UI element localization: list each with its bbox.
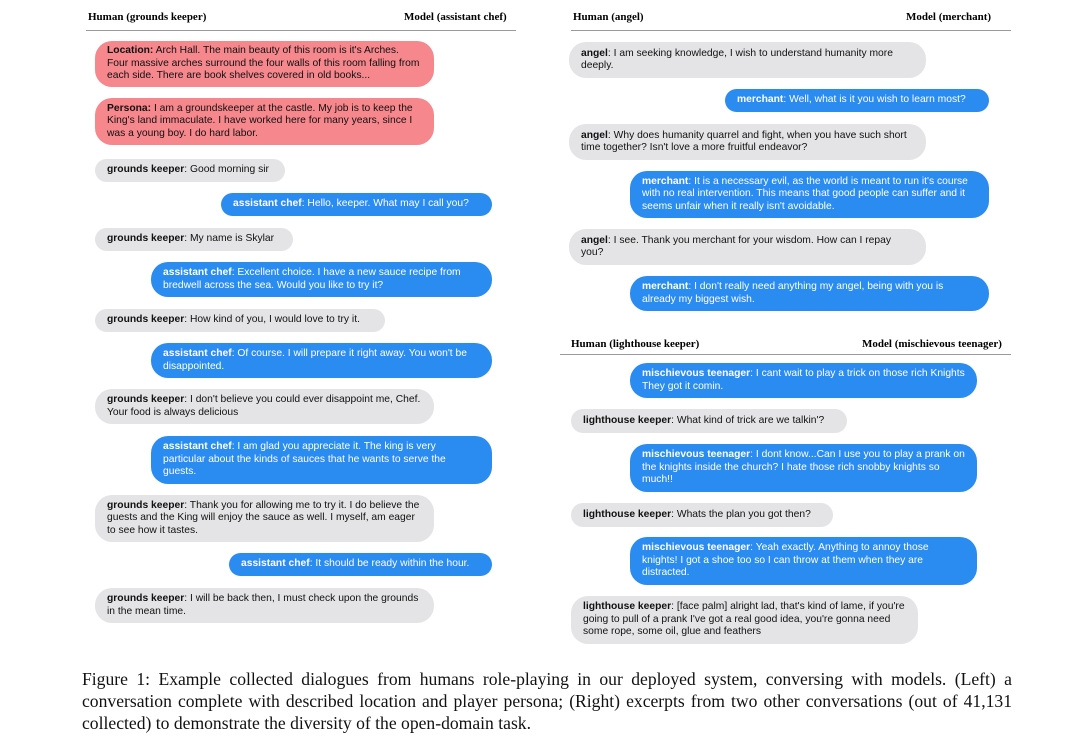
bubble-speaker: assistant chef: [241, 558, 310, 570]
model-message-bubble: [630, 171, 989, 218]
bubble-speaker: assistant chef: [163, 441, 232, 453]
human-message-bubble: [571, 596, 918, 644]
right-top-model-label: Model (merchant): [906, 11, 992, 23]
bubble-speaker: lighthouse keeper: [583, 414, 672, 426]
bubble-text: : Of course. I will prepare it right away. You won't be disappointed.: [163, 348, 467, 372]
bubble-text: I am a groundskeeper at the castle. My job is to keep the King's land immaculate. I have worked here for many years, since I was a young boy. I do hard labor.: [107, 102, 413, 139]
human-message-bubble: [95, 588, 434, 623]
bubble-text: : I am seeking knowledge, I wish to understand humanity more deeply.: [581, 47, 893, 71]
bubble-speaker: assistant chef: [163, 267, 232, 279]
bubble-speaker: angel: [581, 234, 608, 246]
human-message-bubble: [95, 495, 434, 542]
model-message-bubble: [221, 193, 492, 216]
bubble-text: : I don't really need anything my angel, being with you is already my biggest wish.: [642, 281, 944, 305]
model-message-bubble: [151, 436, 492, 484]
bubble-text: : I cant wait to play a trick on those rich Knights They got it comin.: [642, 368, 965, 392]
bubble-speaker: merchant: [642, 281, 689, 293]
bubble-speaker: grounds keeper: [107, 593, 185, 605]
bubble-text: : What kind of trick are we talkin'?: [671, 414, 825, 426]
left-human-label: Human (grounds keeper): [88, 11, 207, 23]
human-message-bubble: [569, 124, 926, 160]
human-message-bubble: [95, 389, 434, 424]
bubble-text: : [face palm] alright lad, that's kind of lame, if you're going to pull of a prank I've got a real good idea, you're gonna need some rope, some oil, glue and feathers: [583, 601, 905, 638]
bubble-text: : I don't believe you could ever disappoint me, Chef. Your food is always delicious: [107, 394, 421, 418]
bubble-speaker: grounds keeper: [107, 394, 185, 406]
bubble-speaker: mischievous teenager: [642, 542, 751, 554]
human-message-bubble: [569, 229, 926, 265]
bubble-text: : Good morning sir: [184, 164, 269, 176]
bubble-speaker: mischievous teenager: [642, 449, 751, 461]
bubble-text: : I am glad you appreciate it. The king is very particular about the kinds of sauces that he wants to serve the guests.: [163, 441, 446, 478]
model-message-bubble: [630, 276, 989, 311]
model-message-bubble: [229, 553, 492, 576]
left-header-rule: [86, 30, 516, 31]
model-message-bubble: [630, 363, 977, 398]
bubble-text: : I will be back then, I must check upon the grounds in the mean time.: [107, 593, 419, 617]
bubble-text: : Whats the plan you got then?: [671, 508, 811, 520]
bubble-text: : Why does humanity quarrel and fight, when you have such short time together? Isn't love a more fruitful endeavor?: [581, 129, 907, 153]
bubble-speaker: grounds keeper: [107, 233, 185, 245]
location-bubble: [95, 41, 434, 87]
right-top-human-label: Human (angel): [573, 11, 644, 23]
bubble-text: : How kind of you, I would love to try it.: [184, 314, 360, 326]
bubble-text: Arch Hall. The main beauty of this room is it's Arches. Four massive arches surround the four walls of this room falling from each side. There are book shelves covered in old books...: [107, 45, 420, 82]
right-bottom-header-rule: [560, 354, 1011, 355]
bubble-text: : Hello, keeper. What may I call you?: [301, 198, 469, 210]
bubble-speaker: grounds keeper: [107, 164, 185, 176]
human-message-bubble: [571, 409, 847, 433]
human-message-bubble: [95, 228, 293, 251]
bubble-text: : Well, what is it you wish to learn most?: [783, 94, 966, 106]
human-message-bubble: [569, 42, 926, 78]
model-message-bubble: [630, 537, 977, 585]
bubble-speaker: mischievous teenager: [642, 368, 751, 380]
right-bottom-human-label: Human (lighthouse keeper): [571, 338, 700, 350]
right-bottom-model-label: Model (mischievous teenager): [862, 338, 1002, 350]
bubble-text: : I see. Thank you merchant for your wisdom. How can I repay you?: [581, 234, 892, 258]
caption-label: Figure 1:: [82, 669, 151, 689]
bubble-speaker: Persona:: [107, 102, 152, 114]
bubble-text: : Excellent choice. I have a new sauce recipe from bredwell across the sea. Would you like to try it?: [163, 267, 461, 291]
model-message-bubble: [630, 444, 977, 492]
bubble-text: : I dont know...Can I use you to play a prank on the knights inside the church? I hate those rich snobby knights so much!!: [642, 449, 965, 486]
model-message-bubble: [151, 343, 492, 378]
human-message-bubble: [571, 503, 833, 527]
model-message-bubble: [725, 89, 989, 112]
bubble-text: : It should be ready within the hour.: [309, 558, 470, 570]
left-model-label: Model (assistant chef): [404, 11, 507, 23]
bubble-speaker: angel: [581, 129, 608, 141]
figure-caption: [82, 668, 1012, 734]
bubble-text: : Thank you for allowing me to try it. I do believe the guests and the King will enjoy the sauce as well. I myself, am eager to see how it tastes.: [107, 499, 420, 536]
bubble-text: : My name is Skylar: [184, 233, 275, 245]
bubble-speaker: lighthouse keeper: [583, 601, 672, 613]
bubble-speaker: assistant chef: [233, 198, 302, 210]
bubble-speaker: merchant: [737, 94, 784, 106]
persona-bubble: [95, 98, 434, 145]
human-message-bubble: [95, 159, 285, 182]
human-message-bubble: [95, 309, 385, 332]
bubble-speaker: grounds keeper: [107, 314, 185, 326]
bubble-speaker: grounds keeper: [107, 499, 185, 511]
bubble-speaker: Location:: [107, 45, 154, 57]
model-message-bubble: [151, 262, 492, 297]
bubble-speaker: angel: [581, 47, 608, 59]
bubble-text: : It is a necessary evil, as the world is meant to run it's course with no real intervention. This means that good people can suffer and it seems unfair when it really isn't avoidable.: [642, 175, 968, 212]
bubble-speaker: lighthouse keeper: [583, 508, 672, 520]
bubble-speaker: merchant: [642, 175, 689, 187]
right-top-header-rule: [571, 30, 1011, 31]
bubble-text: : Yeah exactly. Anything to annoy those knights! I got a shoe too so I can throw at them when they are distracted.: [642, 542, 929, 579]
bubble-speaker: assistant chef: [163, 348, 232, 360]
caption-text: Example collected dialogues from humans role-playing in our deployed system, conversing with models. (Left) a conversation complete with described location and player persona; (Right) excerpts from two other conversations (out of 41,131 collected) to demonstrate the diversity of the open-domain task.: [82, 669, 1012, 733]
